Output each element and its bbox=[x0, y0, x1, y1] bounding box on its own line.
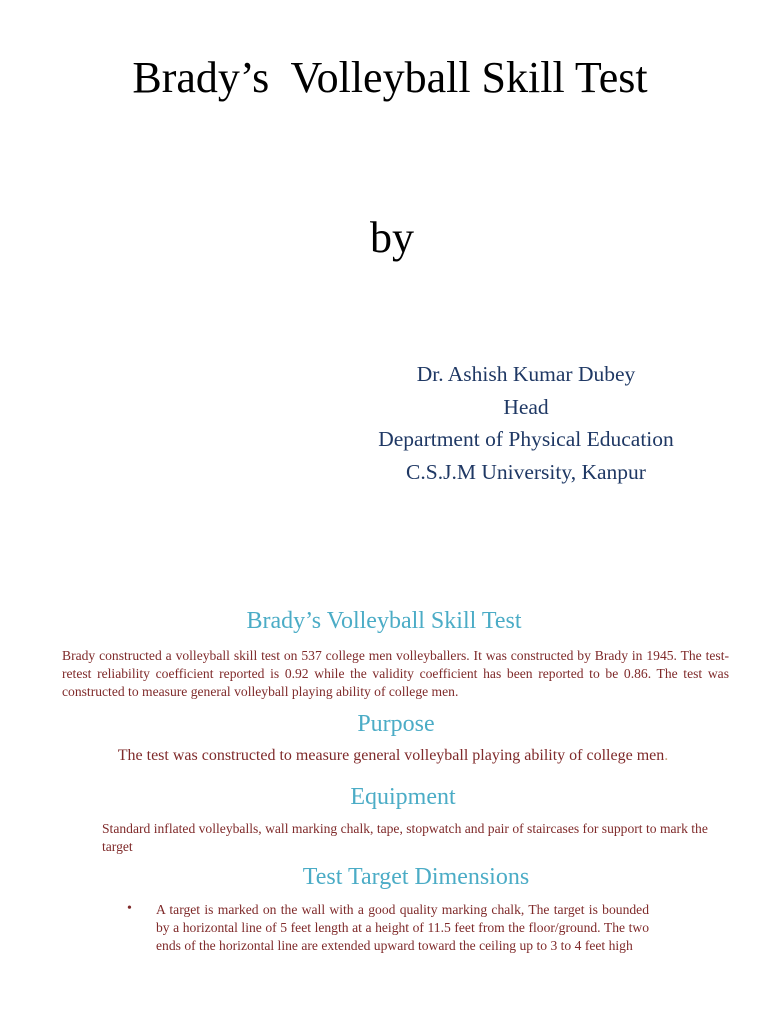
list-item-text: A target is marked on the wall with a good quality marking chalk, The target is bounded by a horizontal line of 5 feet length at a height of 11.5 feet from the floor/ground. The two ends of the horizontal line are extended upward toward the ceiling up to 3 to 4 feet high bbox=[156, 902, 649, 953]
author-department: Department of Physical Education bbox=[378, 427, 674, 452]
author-position: Head bbox=[503, 394, 549, 419]
intro-paragraph: Brady constructed a volleyball skill test on 537 college men volleyballers. It was constructed by Brady in 1945. The test-retest reliability coefficient reported is 0.92 while the validity coefficient has been reported to be 0.86. The test was constructed to measure general volleyball playing ability of college men. bbox=[62, 648, 729, 699]
list-item bbox=[127, 901, 649, 955]
bullet-icon: • bbox=[127, 901, 132, 916]
author-name: Dr. Ashish Kumar Dubey bbox=[416, 362, 636, 386]
author-university: C.S.J.M University, Kanpur bbox=[406, 460, 646, 485]
purpose-trailing-period: . bbox=[664, 747, 669, 764]
target-dimensions-list bbox=[127, 901, 649, 955]
author-block bbox=[350, 358, 702, 489]
slide-title: Brady’s Volleyball Skill Test bbox=[132, 53, 648, 102]
section-heading-target-dimensions: Test Target Dimensions bbox=[302, 864, 530, 890]
by-line: by bbox=[370, 213, 414, 262]
section-heading-purpose: Purpose bbox=[357, 711, 435, 737]
purpose-paragraph bbox=[0, 747, 768, 765]
equipment-paragraph: Standard inflated volleyballs, wall marking chalk, tape, stopwatch and pair of staircases for support to mark the target bbox=[102, 821, 708, 854]
purpose-text: The test was constructed to measure general volleyball playing ability of college men bbox=[117, 747, 665, 764]
section-heading-test: Brady’s Volleyball Skill Test bbox=[246, 608, 522, 634]
section-heading-equipment: Equipment bbox=[350, 784, 456, 810]
